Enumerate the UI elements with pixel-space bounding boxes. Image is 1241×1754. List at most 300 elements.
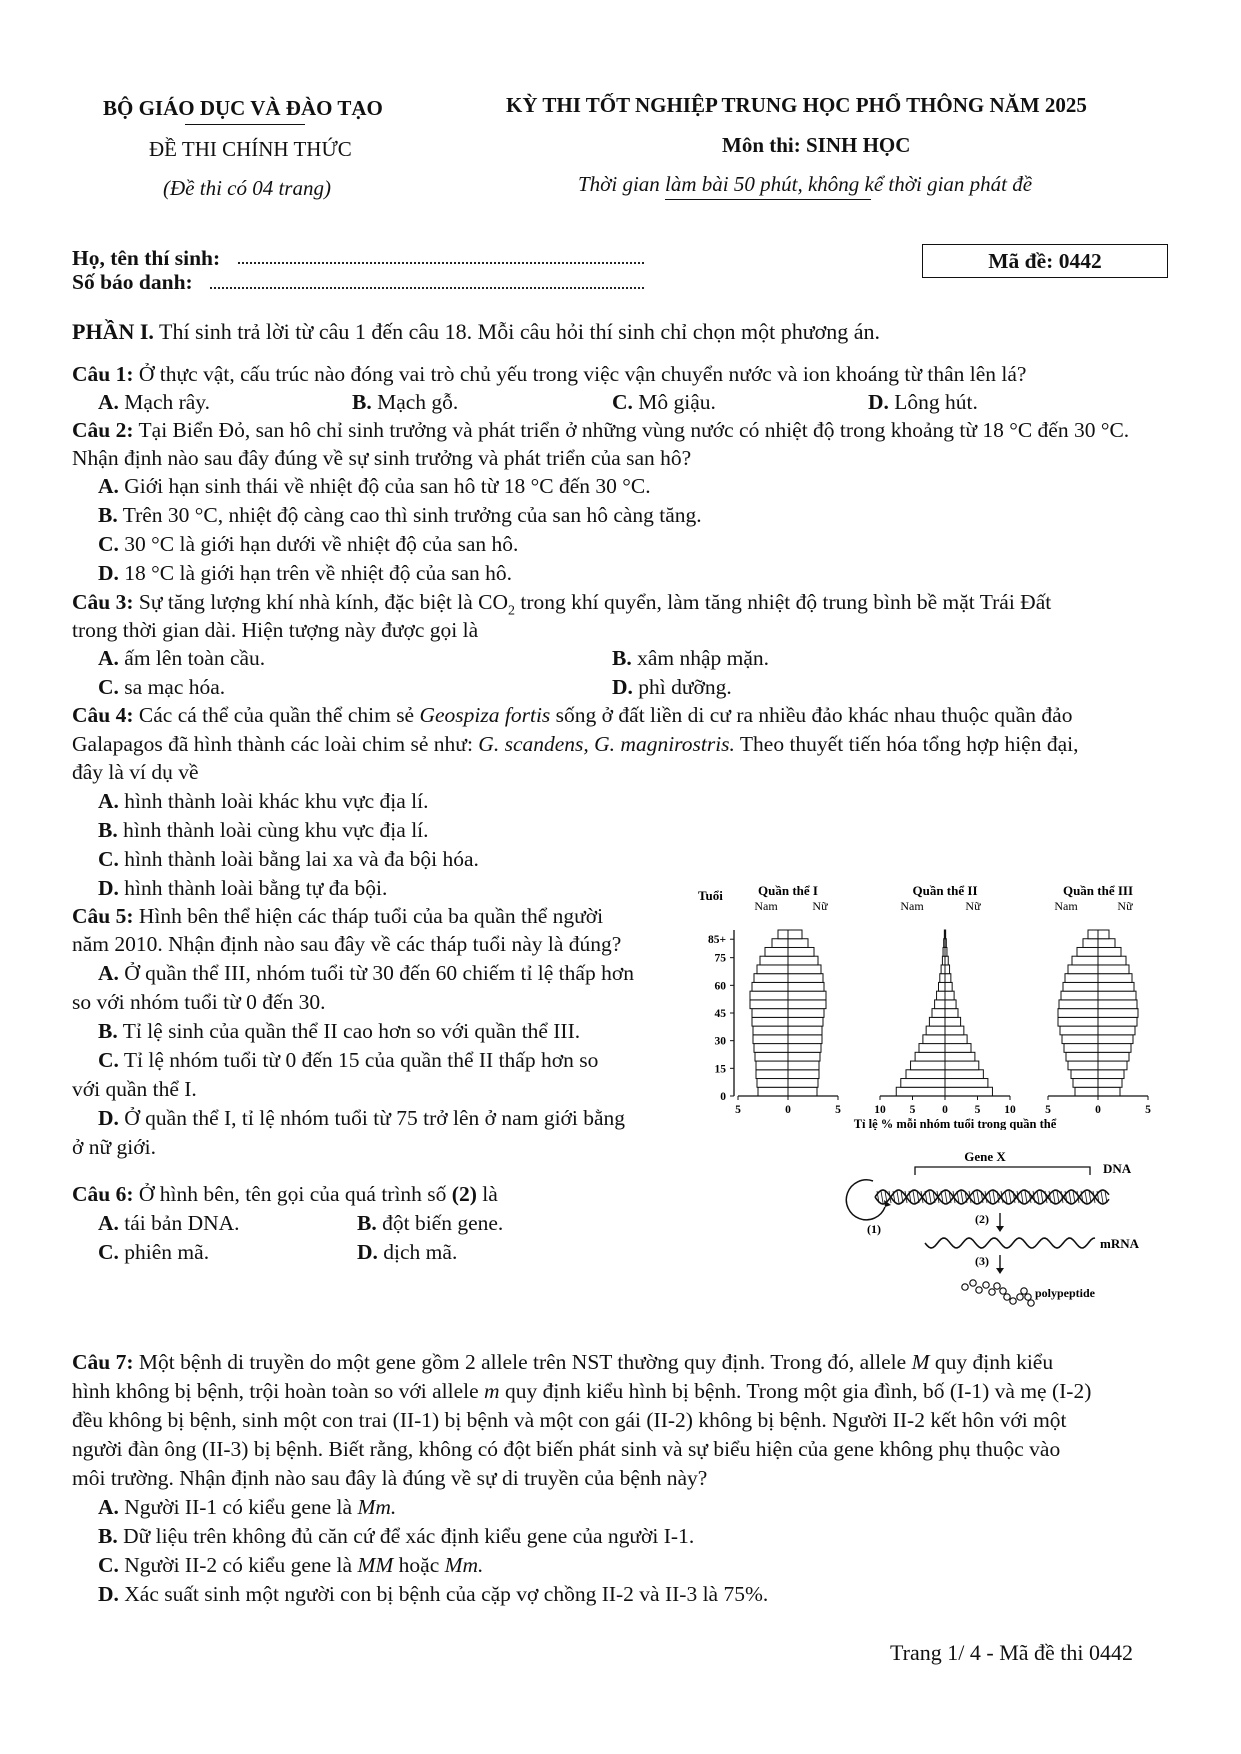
q7-stem-5: môi trường. Nhận định nào sau đây là đúng về sự di truyền của bệnh này? [72, 1466, 708, 1490]
bar-male [756, 1061, 788, 1070]
q2-stem-1 [72, 416, 1129, 444]
bar-female [945, 930, 946, 939]
pop2-female-label: Nữ [965, 899, 981, 913]
bar-female [1098, 1026, 1135, 1035]
bar-female [1098, 991, 1136, 1000]
dna-base-pair [989, 1191, 991, 1203]
q5-option-d[interactable]: D. Ở quần thể I, tỉ lệ nhóm tuổi từ 75 trở lên ở nam giới bằng [98, 1106, 626, 1130]
q7-option-b[interactable]: B. Dữ liệu trên không đủ căn cứ để xác định kiểu gene của người I-1. [98, 1524, 695, 1548]
q3-option-d[interactable]: D. phì dưỡng. [612, 675, 732, 699]
bar-male [1061, 991, 1098, 1000]
amino-acid [1004, 1294, 1010, 1300]
exam-code: Mã đề: 0442 [988, 249, 1102, 273]
q4-option-c-text: hình thành loài bằng lai xa và đa bội hóa. [124, 847, 479, 871]
q2-option-c-text: 30 °C là giới hạn dưới về nhiệt độ của san hô. [124, 532, 519, 556]
q3-text-1a: Sự tăng lượng khí nhà kính, đặc biệt là CO [138, 590, 508, 614]
q1-option-c[interactable]: C. Mô giậu. [612, 390, 716, 414]
bar-female [945, 1000, 956, 1009]
q4-option-c[interactable]: C. hình thành loài bằng lai xa và đa bội hóa. [98, 847, 479, 871]
gene-bracket [915, 1167, 1090, 1175]
bar-female [1098, 974, 1132, 983]
bar-male [754, 974, 788, 983]
bar-female [945, 974, 951, 983]
q5-option-a-cont: so với nhóm tuổi từ 0 đến 30. [72, 990, 326, 1014]
bar-male [752, 1009, 788, 1018]
pop2-male-label: Nam [900, 899, 924, 913]
q5-stem-1 [72, 902, 603, 930]
bar-male [935, 1000, 945, 1009]
q6-stem [72, 1180, 498, 1208]
bar-female [788, 974, 823, 983]
q4-text-2a: Galapagos đã hình thành các loài chim sẻ như: [72, 732, 479, 756]
bar-male [1068, 965, 1098, 974]
bar-male [753, 1026, 788, 1035]
q5-option-b-text: Tỉ lệ sinh của quần thể II cao hơn so với quần thể III. [122, 1019, 581, 1043]
q6-option-d[interactable]: D. dịch mã. [357, 1240, 458, 1264]
y-tick-label: 60 [714, 980, 726, 993]
x-tick-label: 5 [735, 1104, 741, 1116]
x-tick-label: 0 [785, 1104, 791, 1116]
q1-stem [72, 360, 1026, 388]
bar-male [1064, 1044, 1098, 1053]
q3-option-b-text: xâm nhập mặn. [637, 646, 770, 670]
bar-female [1098, 1009, 1138, 1018]
q7-option-a[interactable]: A. Người II-1 có kiểu gene là Mm. [98, 1495, 397, 1519]
dna-base-pair [945, 1191, 947, 1203]
ministry-underline [185, 124, 305, 125]
q3-text-1b: trong khí quyển, làm tăng nhiệt độ trung bình bề mặt Trái Đất [514, 590, 1052, 614]
q6-option-a-text: tái bản DNA. [124, 1211, 240, 1235]
pyramid-y-title: Tuổi [698, 888, 723, 903]
bar-female [945, 1044, 971, 1053]
dna-base-pair [977, 1191, 979, 1203]
mrna-label: mRNA [1100, 1236, 1139, 1251]
pop-title-1: Quần thể I [758, 883, 818, 898]
pyramid-y-ticks [708, 934, 734, 1103]
q5-label: Câu 5: [72, 904, 134, 928]
bar-male [901, 1079, 945, 1088]
bar-female [1098, 1000, 1137, 1009]
part1-instruction [72, 318, 880, 346]
bar-female [945, 1052, 975, 1061]
part1-text: Thí sinh trả lời từ câu 1 đến câu 18. Mỗi câu hỏi thí sinh chỉ chọn một phương án. [159, 319, 881, 344]
bar-male [1063, 982, 1098, 991]
q7-text-2a: hình không bị bệnh, trội hoàn toàn so với allele [72, 1379, 485, 1403]
q4-option-d-text: hình thành loài bằng tự đa bội. [124, 876, 388, 900]
q3-stem-2: trong thời gian dài. Hiện tượng này được gọi là [72, 618, 479, 642]
q3-subscript: 2 [507, 603, 515, 619]
dna-base-pair [1041, 1191, 1043, 1203]
x-tick-label: 5 [1045, 1104, 1051, 1116]
q5-stem-2: năm 2010. Nhận định nào sau đây về các tháp tuổi này là đúng? [72, 932, 622, 956]
y-tick-label: 15 [714, 1063, 726, 1076]
bar-male [1065, 974, 1098, 983]
q1-text: Ở thực vật, cấu trúc nào đóng vai trò chủ yếu trong việc vận chuyển nước và ion khoáng từ thân lên lá? [138, 362, 1027, 386]
pop3-male-label: Nam [1054, 899, 1078, 913]
bar-male [929, 1017, 945, 1026]
dna-base-pair [1009, 1191, 1011, 1203]
bar-male [1060, 1026, 1098, 1035]
bar-male [754, 1044, 788, 1053]
subject-label: Môn thi: SINH HỌC [722, 133, 911, 157]
central-dogma-diagram [845, 1145, 1185, 1335]
dna-base-pair [881, 1191, 883, 1203]
q3-option-c[interactable]: C. sa mạc hóa. [98, 675, 226, 699]
bar-female [945, 947, 947, 956]
bar-female [788, 991, 826, 1000]
bar-male [919, 1044, 945, 1053]
q5-option-a[interactable]: A. Ở quần thể III, nhóm tuổi từ 30 đến 60 chiếm tỉ lệ thấp hơn [98, 961, 634, 985]
bar-female [788, 1000, 826, 1009]
bar-female [1098, 939, 1115, 948]
bar-male [1075, 1087, 1098, 1096]
q7-stem-1 [72, 1348, 1053, 1376]
q7-allele-M: M [911, 1350, 930, 1374]
amino-acid [994, 1283, 1000, 1289]
q7-stem-4: người đàn ông (II-3) bị bệnh. Biết rằng, không có đột biến phát sinh và sự biểu hiện của gene không phụ thuộc vào [72, 1437, 1061, 1461]
bar-male [765, 947, 788, 956]
bar-female [945, 1017, 961, 1026]
bar-male [911, 1061, 945, 1070]
pyramid-x-axes [735, 1096, 1151, 1116]
q6-option-b-text: đột biến gene. [382, 1211, 504, 1235]
name-field[interactable] [238, 254, 644, 264]
q7-option-c-genotype-1: MM [357, 1553, 394, 1577]
bar-male [1072, 956, 1098, 965]
dna-base-pair [1053, 1191, 1055, 1203]
q2-option-a[interactable]: A. Giới hạn sinh thái về nhiệt độ của san hô từ 18 °C đến 30 °C. [98, 474, 651, 498]
mrna-strand [925, 1238, 1095, 1248]
polypeptide-label: polypeptide [1035, 1286, 1096, 1300]
bar-female [945, 1087, 992, 1096]
q7-stem-3: đều không bị bệnh, sinh một con trai (II-1) bị bệnh và một con gái (II-2) không bị bệnh. Người II-2 kết hôn với một [72, 1408, 1067, 1432]
q2-option-c[interactable]: C. 30 °C là giới hạn dưới về nhiệt độ của san hô. [98, 532, 519, 556]
amino-acid [970, 1280, 976, 1286]
official-label: ĐỀ THI CHÍNH THỨC [149, 137, 352, 161]
q7-option-a-text: Người II-1 có kiểu gene là [124, 1495, 358, 1519]
q1-label: Câu 1: [72, 362, 134, 386]
bar-male [778, 930, 788, 939]
bar-male [752, 1017, 788, 1026]
q4-option-d[interactable]: D. hình thành loài bằng tự đa bội. [98, 876, 388, 900]
q4-text-1b: sống ở đất liền di cư ra nhiều đảo khác nhau thuộc quần đảo [550, 703, 1073, 727]
bar-female [1098, 947, 1121, 956]
dna-base-pair [913, 1191, 915, 1203]
pyramid-bars [750, 930, 1138, 1096]
id-label: Số báo danh: [72, 270, 193, 294]
q6-option-a[interactable]: A. tái bản DNA. [98, 1211, 240, 1235]
bar-male [1083, 939, 1098, 948]
dna-label: DNA [1103, 1161, 1132, 1176]
bar-male [755, 1052, 788, 1061]
process-1-label: (1) [867, 1222, 881, 1236]
dna-base-pair [1005, 1191, 1007, 1203]
bar-female [1098, 1035, 1133, 1044]
bar-male [750, 1000, 788, 1009]
dna-helix [875, 1190, 1109, 1204]
bar-female [945, 1026, 964, 1035]
x-tick-label: 5 [835, 1104, 841, 1116]
amino-acid [1028, 1300, 1034, 1306]
bar-male [1058, 1017, 1098, 1026]
dna-base-pair [897, 1191, 899, 1203]
bar-male [926, 1026, 945, 1035]
bar-female [1098, 1061, 1127, 1070]
bar-female [788, 1079, 818, 1088]
bar-male [758, 1087, 788, 1096]
q7-option-c-text: Người II-2 có kiểu gene là [124, 1553, 358, 1577]
q1-option-a[interactable]: A. Mạch rây. [98, 390, 211, 414]
q7-allele-m: m [484, 1379, 500, 1403]
bar-female [945, 939, 946, 948]
bar-male [753, 1035, 788, 1044]
dna-base-pair [1073, 1191, 1075, 1203]
y-tick-label: 0 [720, 1091, 726, 1103]
dna-base-pair [1021, 1191, 1023, 1203]
bar-male [923, 1035, 945, 1044]
q1-option-b[interactable]: B. Mạch gỗ. [352, 390, 459, 414]
x-tick-label: 10 [1004, 1104, 1016, 1116]
q7-text-1a: Một bệnh di truyền do một gene gồm 2 allele trên NST thường quy định. Trong đó, allele [138, 1350, 912, 1374]
bar-female [788, 982, 824, 991]
q1-option-a-text: Mạch rây. [124, 390, 211, 414]
x-tick-label: 10 [874, 1104, 886, 1116]
bar-female [1098, 1017, 1137, 1026]
bar-male [757, 965, 788, 974]
y-tick-label: 45 [714, 1008, 726, 1020]
time-note: Thời gian làm bài 50 phút, không kể thời gian phát đề [578, 172, 1033, 196]
x-tick-label: 5 [909, 1104, 916, 1116]
q4-species-2: G. scandens, G. magnirostris. [478, 732, 735, 756]
q5-option-d-text: Ở quần thể I, tỉ lệ nhóm tuổi từ 75 trở lên ở nam giới bằng [124, 1106, 626, 1130]
q2-text-1: Tại Biển Đỏ, san hô chỉ sinh trưởng và phát triển ở những vùng nước có nhiệt độ trong khoảng từ 18 °C đến 30 °C. [138, 418, 1130, 442]
q3-option-a-text: ấm lên toàn cầu. [124, 646, 266, 670]
q7-option-d-text: Xác suất sinh một người con bị bệnh của cặp vợ chồng II-2 và II-3 là 75%. [124, 1582, 769, 1606]
q4-text-1a: Các cá thể của quần thể chim sẻ [138, 703, 420, 727]
amino-acid [1021, 1288, 1027, 1294]
amino-acid [989, 1289, 995, 1295]
q1-option-d-text: Lông hút. [894, 390, 978, 414]
bar-male [1077, 947, 1098, 956]
q3-option-c-text: sa mạc hóa. [124, 675, 226, 699]
dna-base-pair [1037, 1191, 1039, 1203]
x-tick-label: 0 [1095, 1104, 1101, 1116]
gene-x-label: Gene X [964, 1149, 1006, 1164]
dna-base-pair [961, 1191, 963, 1203]
q1-option-d[interactable]: D. Lông hút. [868, 390, 978, 414]
bar-female [788, 965, 821, 974]
bar-female [788, 1026, 822, 1035]
id-field[interactable] [210, 279, 644, 289]
bar-male [757, 1079, 788, 1088]
process-3-label: (3) [975, 1254, 989, 1268]
x-tick-label: 5 [1145, 1104, 1151, 1116]
pop-title-3: Quần thể III [1062, 883, 1134, 898]
y-tick-label: 75 [714, 952, 726, 965]
q4-label: Câu 4: [72, 703, 134, 727]
bar-female [788, 1070, 819, 1079]
bar-female [945, 956, 948, 965]
q7-option-c-genotype-2: Mm. [444, 1553, 484, 1577]
dna-base-pair [1057, 1191, 1059, 1203]
replication-arrow [846, 1180, 885, 1220]
q2-option-a-text: Giới hạn sinh thái về nhiệt độ của san hô từ 18 °C đến 30 °C. [124, 474, 651, 498]
q2-option-d-text: 18 °C là giới hạn trên về nhiệt độ của san hô. [124, 561, 513, 585]
q5-option-c-cont: với quần thể I. [72, 1077, 197, 1101]
bar-female [945, 1079, 988, 1088]
dna-base-pair [1025, 1191, 1027, 1203]
bar-female [788, 1087, 817, 1096]
bar-female [1098, 1052, 1129, 1061]
bar-female [1098, 1070, 1124, 1079]
q2-option-b[interactable]: B. Trên 30 °C, nhiệt độ càng cao thì sinh trưởng của san hô càng tăng. [98, 503, 702, 527]
q7-option-d[interactable]: D. Xác suất sinh một người con bị bệnh của cặp vợ chồng II-2 và II-3 là 75%. [98, 1582, 769, 1606]
x-tick-label: 5 [974, 1104, 981, 1116]
bar-female [788, 1061, 819, 1070]
bar-male [1066, 1052, 1098, 1061]
bar-male [752, 982, 788, 991]
amino-acid [962, 1284, 968, 1290]
y-tick-label: 85+ [707, 934, 726, 947]
arrow-2-head [996, 1226, 1004, 1232]
bar-female [1098, 982, 1134, 991]
q3-option-b[interactable]: B. xâm nhập mặn. [612, 646, 770, 670]
dna-base-pair [993, 1191, 995, 1203]
bar-male [940, 974, 945, 983]
q6-option-c[interactable]: C. phiên mã. [98, 1240, 210, 1264]
amino-acid [1017, 1294, 1023, 1300]
q5-text-1: Hình bên thể hiện các tháp tuổi của ba quần thể người [138, 904, 604, 928]
q7-stem-2 [72, 1377, 1091, 1405]
bar-male [906, 1070, 945, 1079]
bar-male [772, 939, 788, 948]
bar-male [1068, 1061, 1098, 1070]
exam-code-box [922, 244, 1168, 278]
q5-option-b[interactable]: B. Tỉ lệ sinh của quần thể II cao hơn so với quần thể III. [98, 1019, 581, 1043]
dna-base-pair [929, 1191, 931, 1203]
q2-option-d[interactable]: D. 18 °C là giới hạn trên về nhiệt độ của san hô. [98, 561, 513, 585]
q3-option-a[interactable]: A. ấm lên toàn cầu. [98, 646, 266, 670]
q3-label: Câu 3: [72, 590, 134, 614]
bar-male [750, 991, 788, 1000]
time-underline [665, 199, 871, 200]
q6-text-c: là [476, 1182, 498, 1206]
bar-female [945, 965, 950, 974]
q5-option-c[interactable]: C. Tỉ lệ nhóm tuổi từ 0 đến 15 của quần thể II thấp hơn so [98, 1048, 599, 1072]
q6-option-b[interactable]: B. đột biến gene. [357, 1211, 504, 1235]
q4-stem-1 [72, 701, 1072, 729]
y-tick-label: 30 [714, 1035, 726, 1048]
bar-female [945, 982, 952, 991]
q4-option-b[interactable]: B. hình thành loài cùng khu vực địa lí. [98, 818, 429, 842]
q4-option-b-text: hình thành loài cùng khu vực địa lí. [123, 818, 429, 842]
bar-female [788, 1017, 823, 1026]
bar-male [1059, 1000, 1098, 1009]
q3-option-d-text: phì dưỡng. [638, 675, 732, 699]
amino-acid [983, 1282, 989, 1288]
amino-acid [976, 1287, 982, 1293]
exam-title: KỲ THI TỐT NGHIỆP TRUNG HỌC PHỔ THÔNG NĂM 2025 [506, 93, 1087, 117]
q7-option-b-text: Dữ liệu trên không đủ căn cứ để xác định kiểu gene của người I-1. [123, 1524, 695, 1548]
page-count-note: (Đề thi có 04 trang) [163, 176, 331, 200]
q7-option-c[interactable]: C. Người II-2 có kiểu gene là MM hoặc Mm. [98, 1553, 484, 1577]
dna-base-pair [1085, 1191, 1087, 1203]
q4-species: Geospiza fortis [419, 703, 551, 727]
bar-female [945, 1061, 979, 1070]
q6-text-a: Ở hình bên, tên gọi của quá trình số [138, 1182, 452, 1206]
bar-male [1073, 1079, 1098, 1088]
q1-option-c-text: Mô giậu. [638, 390, 716, 414]
amino-acid [1000, 1288, 1006, 1294]
pop-title-2: Quần thể II [912, 883, 978, 898]
bar-female [945, 1009, 958, 1018]
q2-stem-2: Nhận định nào sau đây đúng về sự sinh trưởng và phát triển của san hô? [72, 446, 692, 470]
bar-female [945, 991, 954, 1000]
bar-female [1098, 1087, 1120, 1096]
bar-female [788, 939, 808, 948]
q5-option-c-text: Tỉ lệ nhóm tuổi từ 0 đến 15 của quần thể II thấp hơn so [123, 1048, 599, 1072]
bar-male [1058, 1009, 1098, 1018]
name-label: Họ, tên thí sinh: [72, 246, 221, 270]
polypeptide-chain [962, 1280, 1034, 1306]
ministry-title: BỘ GIÁO DỤC VÀ ĐÀO TẠO [103, 96, 383, 120]
process-2-label: (2) [975, 1212, 989, 1226]
q4-option-a[interactable]: A. hình thành loài khác khu vực địa lí. [98, 789, 429, 813]
bar-male [932, 1009, 945, 1018]
bar-female [1098, 1079, 1122, 1088]
dna-base-pair [1069, 1191, 1071, 1203]
q4-text-2b: Theo thuyết tiến hóa tổng hợp hiện đại, [734, 732, 1079, 756]
bar-male [915, 1052, 945, 1061]
q4-stem-3: đây là ví dụ về [72, 760, 199, 784]
age-pyramid-figure [690, 880, 1160, 1130]
arrow-3-head [996, 1268, 1004, 1274]
q7-option-a-genotype: Mm. [357, 1495, 397, 1519]
bar-male [1071, 1070, 1098, 1079]
q7-text-2b: quy định kiểu hình bị bệnh. Trong một gia đình, bố (I-1) và mẹ (I-2) [499, 1379, 1092, 1403]
bar-female [788, 930, 802, 939]
bar-female [945, 1070, 983, 1079]
dna-base-pair [1101, 1191, 1103, 1203]
q6-option-d-text: dịch mã. [383, 1240, 458, 1264]
q5-option-a-text: Ở quần thể III, nhóm tuổi từ 30 đến 60 chiếm tỉ lệ thấp hơn [124, 961, 634, 985]
pop3-female-label: Nữ [1117, 899, 1133, 913]
q6-process-number: (2) [451, 1182, 477, 1206]
pop1-male-label: Nam [754, 899, 778, 913]
bar-male [1062, 1035, 1098, 1044]
bar-female [1098, 956, 1126, 965]
q4-stem-2 [72, 730, 1078, 758]
bar-male [941, 965, 945, 974]
q7-option-c-or: hoặc [393, 1553, 445, 1577]
part1-label: PHẦN I. [72, 319, 154, 344]
q6-option-c-text: phiên mã. [124, 1240, 210, 1264]
bar-female [1098, 965, 1129, 974]
q7-text-1b: quy định kiểu [929, 1350, 1054, 1374]
bar-male [896, 1087, 945, 1096]
page-footer: Trang 1/ 4 - Mã đề thi 0442 [890, 1640, 1134, 1665]
bar-female [788, 947, 814, 956]
bar-male [756, 1070, 788, 1079]
bar-male [1088, 930, 1098, 939]
amino-acid [1010, 1298, 1016, 1304]
bar-male [760, 956, 788, 965]
bar-male [937, 991, 945, 1000]
q2-label: Câu 2: [72, 418, 134, 442]
q2-option-b-text: Trên 30 °C, nhiệt độ càng cao thì sinh trưởng của san hô càng tăng. [122, 503, 702, 527]
bar-female [788, 956, 818, 965]
bar-female [788, 1009, 824, 1018]
